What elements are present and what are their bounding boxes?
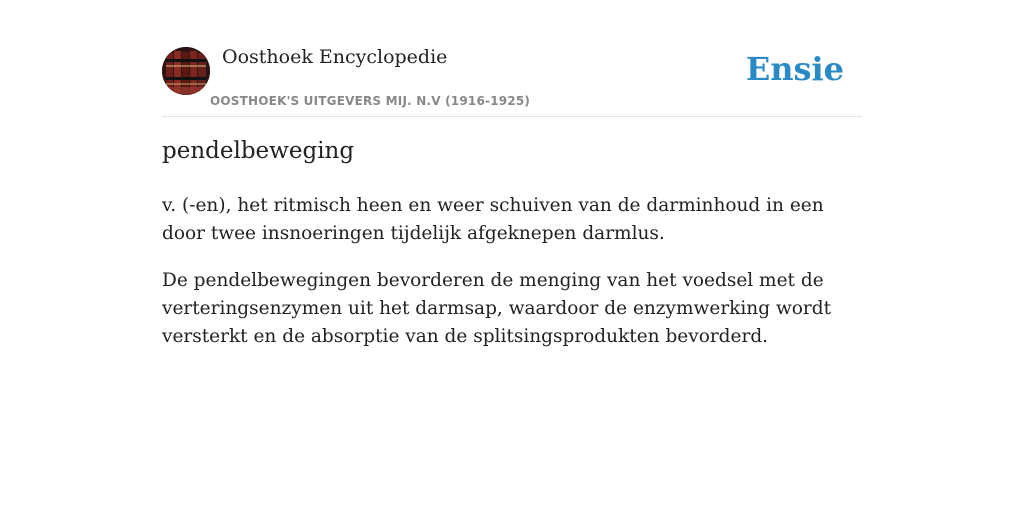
entry-term-heading: pendelbeweging bbox=[162, 138, 355, 164]
source-avatar[interactable] bbox=[162, 47, 210, 95]
definition-paragraph: v. (-en), het ritmisch heen en weer schuiven van de darminhoud in een door twee insnoeringen tijdelijk afgeknepen darmlus. bbox=[162, 195, 824, 244]
source-header bbox=[162, 46, 862, 117]
publisher-label: OOSTHOEK'S UITGEVERS MIJ. N.V (1916-1925) bbox=[210, 94, 531, 108]
ensie-logo-link[interactable]: Ensie bbox=[745, 50, 844, 88]
definition-paragraph: De pendelbewegingen bevorderen de menging van het voedsel met de verteringsenzymen uit het darmsap, waardoor de enzymwerking wordt versterkt en de absorptie van de splitsingsprodukten bevorderd. bbox=[162, 270, 832, 347]
page-container bbox=[162, 0, 862, 512]
entry-definition bbox=[162, 192, 862, 370]
book-spines-icon bbox=[162, 47, 210, 95]
source-title[interactable]: Oosthoek Encyclopedie bbox=[222, 46, 448, 68]
